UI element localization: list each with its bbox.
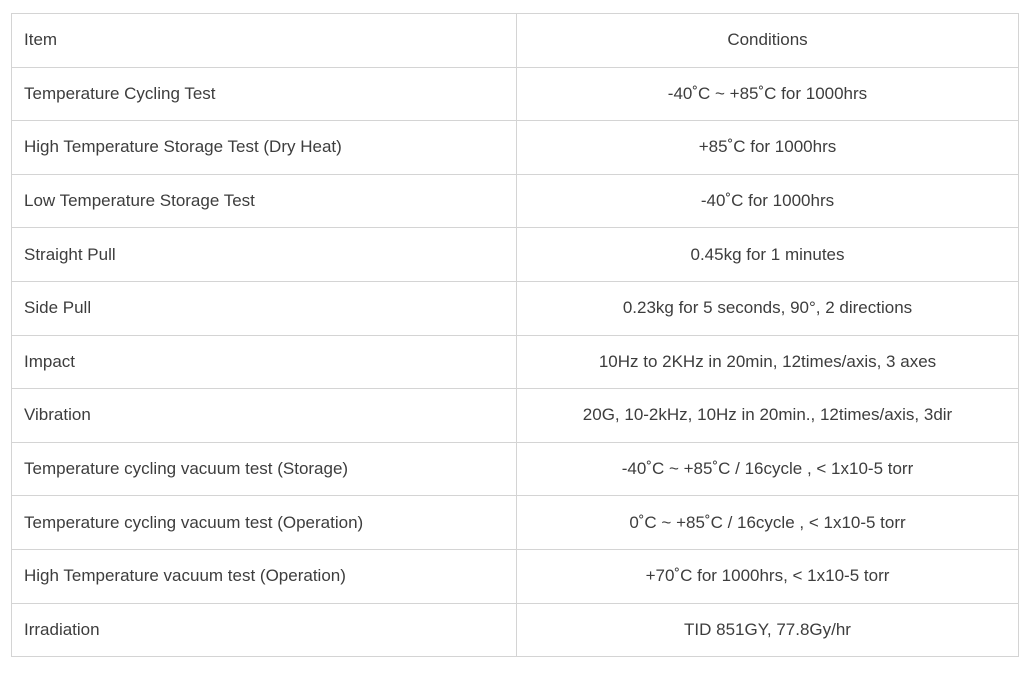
spec-table-container (11, 13, 1018, 657)
conditions-cell: +85˚C for 1000hrs (517, 121, 1019, 175)
item-cell: Straight Pull (12, 228, 517, 282)
table-row (12, 442, 1019, 496)
table-body (12, 67, 1019, 657)
header-row (12, 14, 1019, 68)
table-row (12, 549, 1019, 603)
table-row (12, 603, 1019, 657)
conditions-cell: +70˚C for 1000hrs, < 1x10-5 torr (517, 549, 1019, 603)
conditions-cell: -40˚C ~ +85˚C for 1000hrs (517, 67, 1019, 121)
item-cell: Impact (12, 335, 517, 389)
header-item: Item (12, 14, 517, 68)
table-header (12, 14, 1019, 68)
item-cell: High Temperature vacuum test (Operation) (12, 549, 517, 603)
conditions-cell: TID 851GY, 77.8Gy/hr (517, 603, 1019, 657)
item-cell: Temperature cycling vacuum test (Storage) (12, 442, 517, 496)
conditions-cell: 10Hz to 2KHz in 20min, 12times/axis, 3 axes (517, 335, 1019, 389)
conditions-cell: 0˚C ~ +85˚C / 16cycle , < 1x10-5 torr (517, 496, 1019, 550)
table-row (12, 121, 1019, 175)
table-row (12, 228, 1019, 282)
item-cell: Temperature cycling vacuum test (Operation) (12, 496, 517, 550)
item-cell: Vibration (12, 389, 517, 443)
table-row (12, 496, 1019, 550)
item-cell: Temperature Cycling Test (12, 67, 517, 121)
conditions-cell: 20G, 10-2kHz, 10Hz in 20min., 12times/axis, 3dir (517, 389, 1019, 443)
item-cell: High Temperature Storage Test (Dry Heat) (12, 121, 517, 175)
table-row (12, 389, 1019, 443)
item-cell: Side Pull (12, 281, 517, 335)
table-row (12, 67, 1019, 121)
table-row (12, 281, 1019, 335)
conditions-cell: -40˚C for 1000hrs (517, 174, 1019, 228)
conditions-cell: 0.45kg for 1 minutes (517, 228, 1019, 282)
item-cell: Low Temperature Storage Test (12, 174, 517, 228)
table-row (12, 174, 1019, 228)
item-cell: Irradiation (12, 603, 517, 657)
conditions-cell: 0.23kg for 5 seconds, 90°, 2 directions (517, 281, 1019, 335)
conditions-cell: -40˚C ~ +85˚C / 16cycle , < 1x10-5 torr (517, 442, 1019, 496)
header-conditions: Conditions (517, 14, 1019, 68)
test-conditions-table (11, 13, 1019, 657)
table-row (12, 335, 1019, 389)
